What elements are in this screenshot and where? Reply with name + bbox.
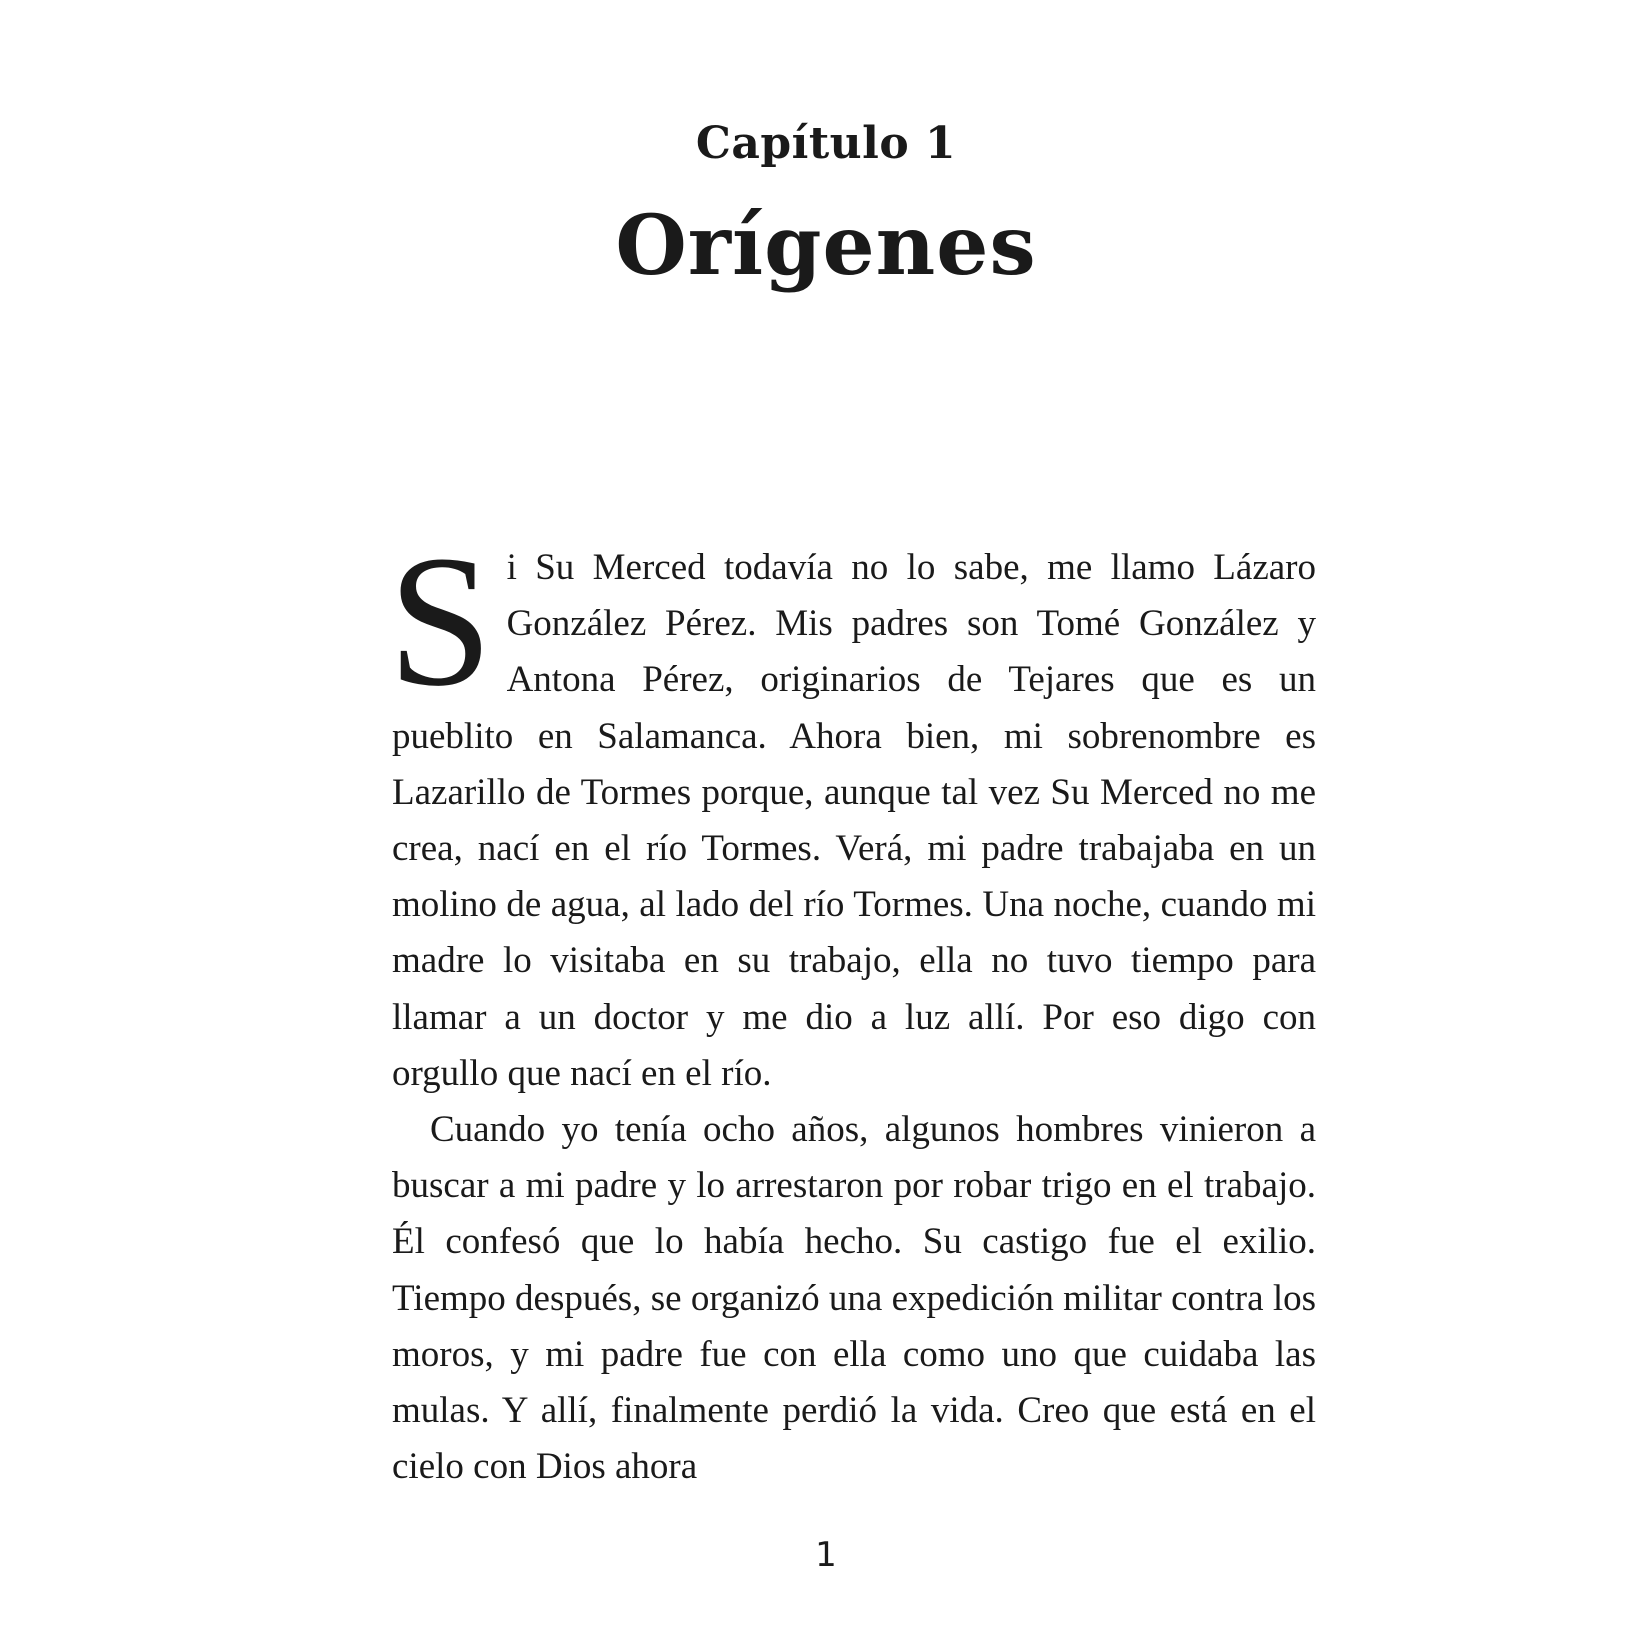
chapter-title: Orígenes: [615, 198, 1037, 294]
page-number: 1: [815, 1535, 837, 1575]
paragraph-1: [388, 516, 1316, 1102]
chapter-body: [388, 516, 1316, 1495]
paragraph-2: Cuando yo tenía ocho años, algunos hombres vinieron a buscar a mi padre y lo arrestaron por robar trigo en el trabajo. Él confesó que lo había hecho. Su castigo fue el exilio. Tiempo después, se organizó una expedición militar contra los moros, y mi padre fue con ella como uno que cuidaba las mulas. Y allí, finalmente perdió la vida. Creo que está en el cielo con Dios ahora: [392, 1109, 1316, 1488]
chapter-label: Capítulo 1: [695, 118, 957, 169]
drop-cap: S: [388, 516, 493, 725]
paragraph-1-text: i Su Merced todavía no lo sabe, me llamo Lázaro González Pérez. Mis padres son Tomé González y Antona Pérez, originarios de Tejares que es un pueblito en Salamanca. Ahora bien, mi sobrenombre es Lazarillo de Tormes porque, aunque tal vez Su Merced no me crea, nací en el río Tormes. Verá, mi padre trabajaba en un molino de agua, al lado del río Tormes. Una noche, cuando mi madre lo visitaba en su trabajo, ella no tuvo tiempo para llamar a un doctor y me dio a luz allí. Por eso digo con orgullo que nací en el río.: [392, 547, 1316, 1094]
